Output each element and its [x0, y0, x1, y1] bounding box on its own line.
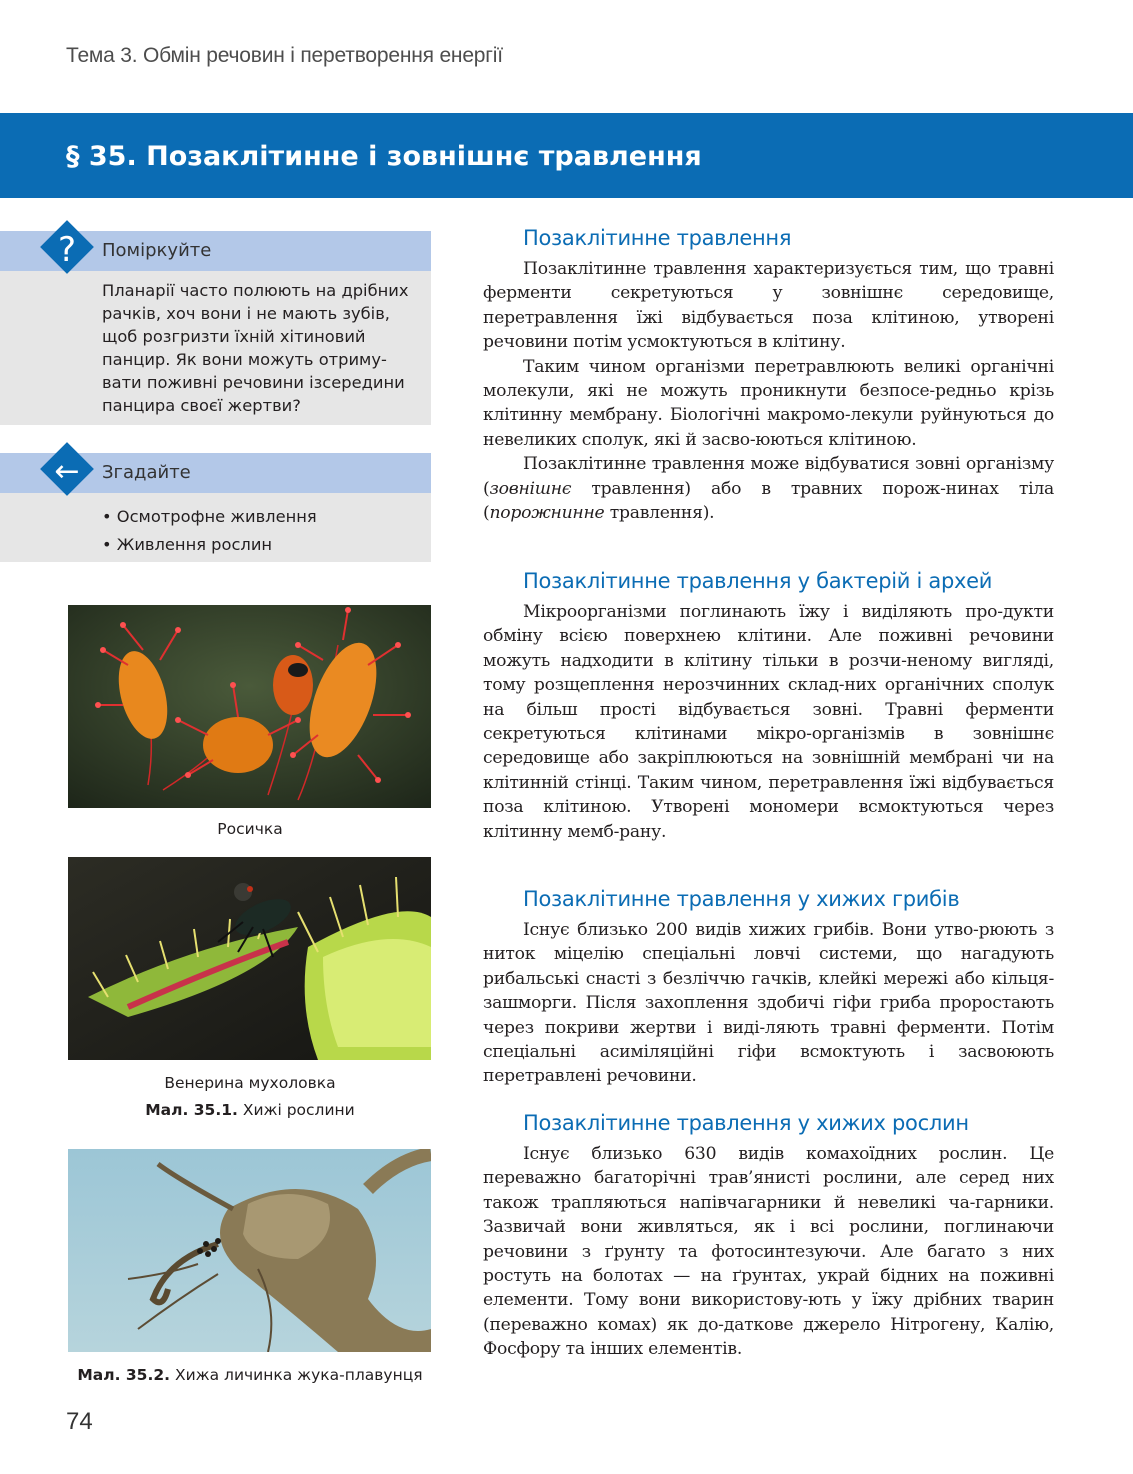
- section-bacteria: [483, 569, 1054, 844]
- page-number: 74: [66, 1408, 93, 1435]
- term-external: зовнішнє: [489, 478, 572, 499]
- figure-title: Хижа личинка жука-плавунця: [174, 1366, 423, 1384]
- think-box: [0, 231, 431, 425]
- paragraph: Існує близько 200 видів хижих грибів. Вони утво-рюють з ниток міцелію спеціальні ловчі системи, що нагадують рибальські снасті з безліччю гачків, клейкі мережі або кільця-зашморги. Після захоплення здобичі гіфи гриба проростають через покриви жертви і виді-ляють травні ферменти. Потім спеціальні асиміляційні гіфи всмоктують і засвоюють перетравлені речовини.: [483, 920, 1054, 1087]
- flytrap-caption: Венерина мухоловка: [164, 1074, 336, 1092]
- paragraph: Таким чином організми перетравлюють великі органічні молекули, які не можуть проникнути безпосе-редньо крізь клітинну мембрану. Біологічні макромо-лекули руйнуються до невеликих сполук, які й засво-юються клітиною.: [483, 356, 1054, 450]
- recall-box: [0, 453, 431, 562]
- term-cavity: порожнинне: [489, 503, 605, 524]
- think-box-text: Планарії часто полюють на дрібних рачків, хоч вони і не мають зубів, щоб розгризти їхній хітиновий панцир. Як вони можуть отриму-вати поживні речовини ізсередини панцира своєї жертви?: [102, 281, 409, 415]
- sundew-caption: Росичка: [217, 820, 283, 838]
- section-heading: Позаклітинне травлення у хижих грибів: [523, 887, 960, 911]
- arrow-left-icon: ←: [54, 454, 80, 489]
- list-item: • Живлення рослин: [102, 531, 317, 559]
- paragraph: Позаклітинне травлення характеризується тим, що травні ферменти секретуються у зовнішнє середовище, перетравлення їжі відбувається поза клітиною, утворені речовини потім усмоктуються в клітину.: [483, 259, 1054, 353]
- sundew-photo: [68, 605, 431, 808]
- larva-photo: [68, 1149, 431, 1352]
- recall-box-label: Згадайте: [102, 462, 191, 483]
- figure-number: Мал. 35.1.: [145, 1101, 238, 1119]
- figure-number: Мал. 35.2.: [77, 1366, 171, 1384]
- paragraph: Позаклітинне травлення може відбуватися зовні організму (зовнішнє травлення) або в травних порож-нинах тіла (порожнинне травлення).: [483, 454, 1054, 524]
- list-item: • Осмотрофне живлення: [102, 503, 317, 531]
- section-extracellular: [483, 226, 1054, 525]
- section-heading: Позаклітинне травлення у бактерій і архей: [523, 569, 993, 593]
- paragraph: Мікроорганізми поглинають їжу і виділяють про-дукти обміну всією поверхнею клітини. Але поживні речовини можуть надходити в клітину тільки в розчи-неному вигляді, тому розщеплення нерозчинних склад-них органічних сполук на більш прості відбувається зовні. Травні ферменти секретуються клітинами мікро-організмів в зовнішнє середовище або закріплюються на зовнішній мембрані чи на клітинній стінці. Таким чином, перетравлення їжі відбувається поза клітиною. Утворені мономери всмоктуються через клітинну мемб-рану.: [483, 602, 1054, 842]
- figure-35-1-caption: [40, 1101, 460, 1119]
- paragraph: Існує близько 630 видів комахоїдних рослин. Це переважно багаторічні трав’янисті рослини, але серед них також трапляються напівчагарники й невеликі ча-гарники. Зазвичай вони живляться, як і всі рослини, поглинаючи речовини з ґрунту та фотосинтезуючи. Але багато з них ростуть на болотах — на ґрунтах, украй бідних на поживні елементи. Тому вони використову-ють у їжу дрібних тварин (переважно комах) як до-даткове джерело Нітрогену, Калію, Фосфору та інших елементів.: [483, 1144, 1054, 1360]
- think-box-header: [0, 231, 431, 271]
- section-heading: Позаклітинне травлення: [523, 226, 792, 250]
- chapter-title-band: [0, 113, 1133, 198]
- section-fungi: [483, 887, 1054, 1089]
- section-heading: Позаклітинне травлення у хижих рослин: [523, 1111, 969, 1135]
- figure-35-2-caption: [40, 1366, 460, 1384]
- figure-title: Хижі рослини: [242, 1101, 355, 1119]
- recall-box-header: [0, 453, 431, 493]
- question-mark-icon: ?: [57, 230, 77, 270]
- chapter-title: § 35. Позаклітинне і зовнішнє травлення: [66, 141, 702, 172]
- recall-list: [102, 503, 317, 559]
- flytrap-photo: [68, 857, 431, 1060]
- think-box-label: Поміркуйте: [102, 240, 212, 261]
- running-head: Тема 3. Обмін речовин і перетворення енергії: [66, 44, 503, 67]
- section-plants: [483, 1111, 1054, 1362]
